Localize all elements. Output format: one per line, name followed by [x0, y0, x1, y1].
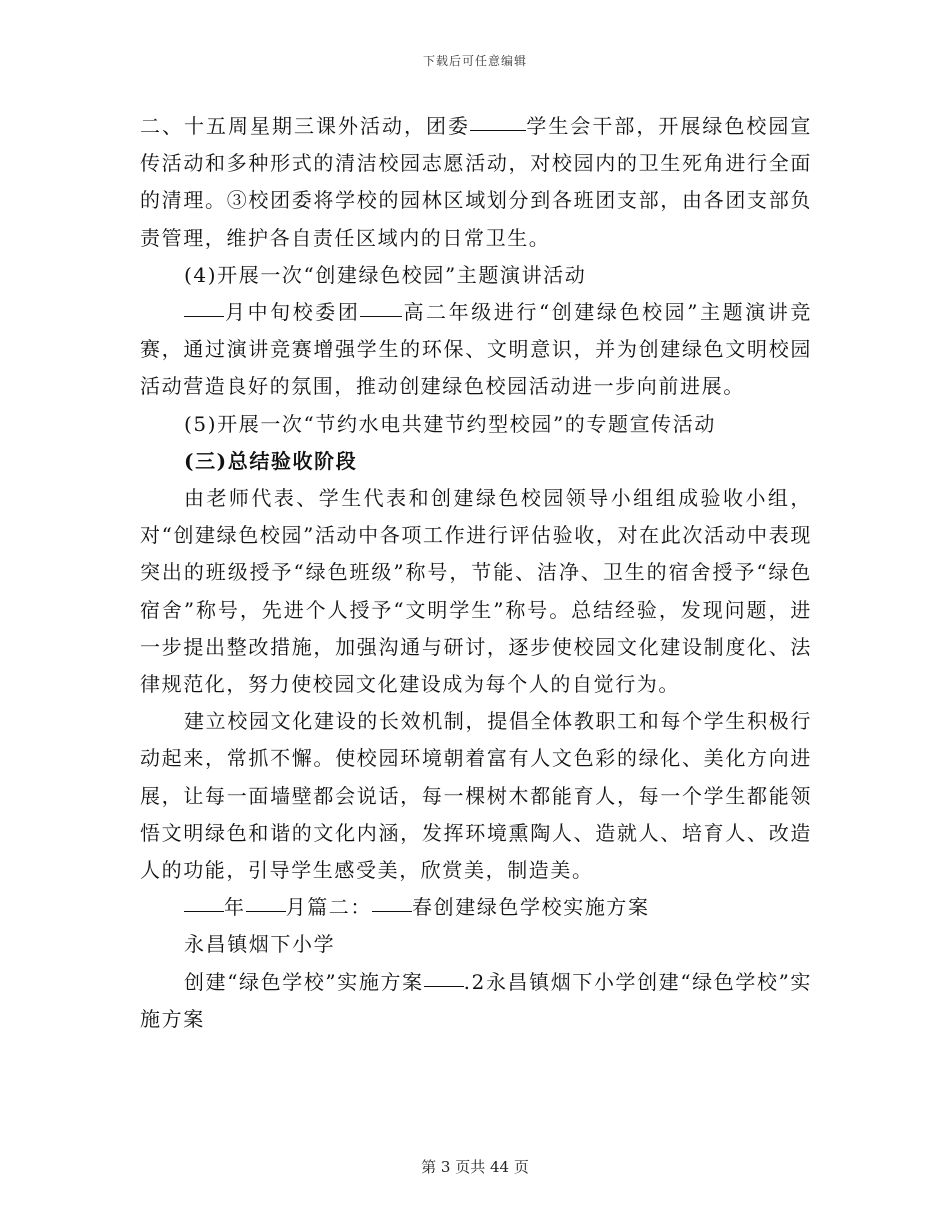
blank-underline — [184, 910, 224, 912]
text-segment: .2永昌镇烟下小学创建“绿色学校”实施方案 — [140, 969, 812, 1031]
paragraph-activity-2 — [140, 108, 812, 257]
text-segment: 创建“绿色学校”实施方案 — [184, 969, 424, 994]
text-segment: 学生会干部，开展绿色校园宣传活动和多种形式的清洁校园志愿活动，对校园内的卫生死角进行全面的清理。③校团委将学校的园林区域划分到各班团支部，由各团支部负责管理，维护各自责任区域内的日常卫生。 — [140, 114, 812, 250]
page-header: 下载后可任意编辑 — [422, 54, 527, 68]
text-segment: 春创建绿色学校实施方案 — [412, 895, 650, 920]
paragraph-long-term-mechanism: 建立校园文化建设的长效机制，提倡全体教职工和每个学生积极行动起来，常抓不懈。使校园环境朝着富有人文色彩的绿化、美化方向进展，让每一面墙壁都会说话，每一棵树木都能育人，每一个学生都能领悟文明绿色和谐的文化内涵，发挥环境熏陶人、造就人、培育人、改造人的功能，引导学生感受美，欣赏美，制造美。 — [140, 709, 812, 883]
text-segment: 月篇二： — [285, 895, 373, 920]
blank-underline — [470, 129, 526, 131]
paragraph-article-two-title — [140, 889, 812, 926]
heading-item-5: (5)开展一次“节约水电共建节约型校园”的专题宣传活动 — [184, 411, 716, 436]
blank-underline — [372, 910, 412, 912]
page-content — [140, 108, 812, 1038]
text-segment: 月中旬校委团 — [224, 300, 361, 325]
text-segment: 年 — [224, 895, 246, 920]
blank-underline — [360, 315, 402, 317]
blank-underline — [424, 985, 464, 987]
text-segment: 二、十五周星期三课外活动，团委 — [140, 114, 470, 138]
paragraph-speech-contest — [140, 294, 812, 406]
paragraph-acceptance: 由老师代表、学生代表和创建绿色校园领导小组组成验收小组，对“创建绿色校园”活动中各项工作进行评估验收，对在此次活动中表现突出的班级授予“绿色班级”称号，节能、洁净、卫生的宿舍授予“绿色宿舍”称号，先进个人授予“文明学生”称号。总结经验，发现问题，进一步提出整改措施，加强沟通与研讨，逐步使校园文化建设制度化、法律规范化，努力使校园文化建设成为每个人的自觉行为。 — [140, 486, 812, 697]
blank-underline — [246, 910, 286, 912]
paragraph-plan-title — [140, 964, 812, 1038]
heading-item-4: (4)开展一次“创建绿色校园”主题演讲活动 — [184, 262, 587, 287]
heading-stage-3: (三)总结验收阶段 — [184, 448, 358, 473]
blank-underline — [184, 315, 224, 317]
page-footer: 第 3 页共 44 页 — [421, 1158, 529, 1176]
text-segment: 高二年级进行“创建绿色校园”主题演讲竞赛，通过演讲竞赛增强学生的环保、文明意识，并为创建绿色文明校园活动营造良好的氛围，推动创建绿色校园活动进一步向前进展。 — [140, 300, 812, 399]
paragraph-school-name: 永昌镇烟下小学 — [184, 932, 336, 957]
